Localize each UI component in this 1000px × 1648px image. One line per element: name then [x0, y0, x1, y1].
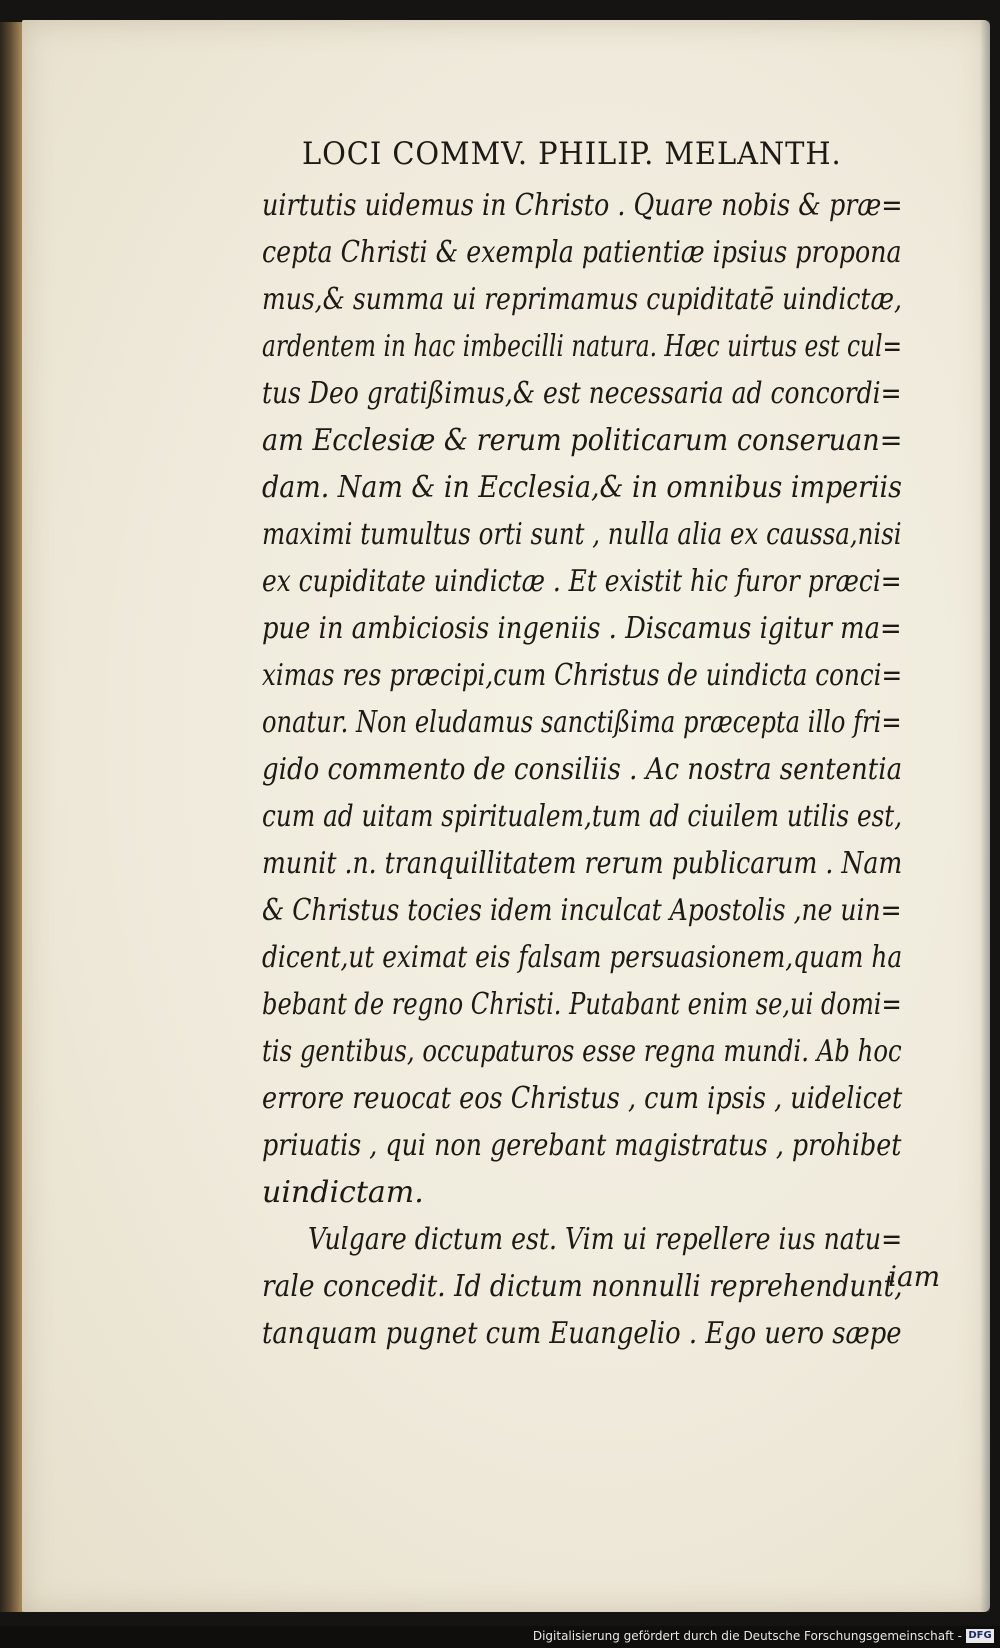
text-line: onatur. Non eludamus sanctißima præcepta illo fri= — [262, 705, 902, 740]
text-line: cepta Christi & exempla patientiæ ipsius propona — [262, 235, 902, 270]
text-line: Vulgare dictum est. Vim ui repellere ius natu= — [308, 1222, 903, 1257]
text-line: cum ad uitam spiritualem,tum ad ciuilem utilis est, — [262, 799, 903, 834]
footer-bar — [0, 1626, 1000, 1648]
text-line: bebant de regno Christi. Putabant enim se,ui domi= — [262, 987, 902, 1022]
text-line: tanquam pugnet cum Euangelio . Ego uero sæpe — [262, 1316, 902, 1351]
text-line: pue in ambiciosis ingeniis . Discamus igitur ma= — [262, 611, 902, 646]
text-line: munit .n. tranquillitatem rerum publicarum . Nam — [262, 846, 903, 881]
catchword: iam — [888, 1260, 941, 1293]
text-line: uindictam. — [262, 1175, 424, 1210]
text-line: mus,& summa ui reprimamus cupiditatē uindictæ, — [262, 282, 902, 317]
text-line: errore reuocat eos Christus , cum ipsis , uidelicet — [262, 1081, 903, 1116]
text-line: & Christus tocies idem inculcat Apostolis ,ne uin= — [262, 893, 902, 928]
text-line: tis gentibus, occupaturos esse regna mundi. Ab hoc — [262, 1034, 902, 1069]
page-edge — [980, 20, 990, 1612]
text-line: rale concedit. Id dictum nonnulli reprehendunt, — [262, 1269, 903, 1304]
text-line: tus Deo gratißimus,& est necessaria ad concordi= — [262, 376, 902, 411]
text-line: ximas res præcipi,cum Christus de uindicta conci= — [262, 658, 903, 693]
text-line: dicent,ut eximat eis falsam persuasionem,quam ha — [262, 940, 903, 975]
text-line: ex cupiditate uindictæ . Et existit hic furor præci= — [262, 564, 902, 599]
running-head: LOCI COMMV. PHILIP. MELANTH. — [302, 136, 842, 172]
text-line: maximi tumultus orti sunt , nulla alia ex caussa,nisi — [262, 517, 902, 552]
dfg-logo: DFG — [966, 1629, 994, 1643]
text-line: uirtutis uidemus in Christo . Quare nobis & præ= — [262, 188, 903, 223]
funding-credit: Digitalisierung gefördert durch die Deutsche Forschungsgemeinschaft - — [532, 1629, 962, 1643]
text-line: priuatis , qui non gerebant magistratus , prohibet — [262, 1128, 902, 1163]
text-line: am Ecclesiæ & rerum politicarum conseruan= — [262, 423, 903, 458]
text-line: dam. Nam & in Ecclesia,& in omnibus imperiis — [262, 470, 902, 505]
text-line: ardentem in hac imbecilli natura. Hæc uirtus est cul= — [262, 329, 903, 364]
text-line: gido commento de consiliis . Ac nostra sententia — [262, 752, 903, 787]
